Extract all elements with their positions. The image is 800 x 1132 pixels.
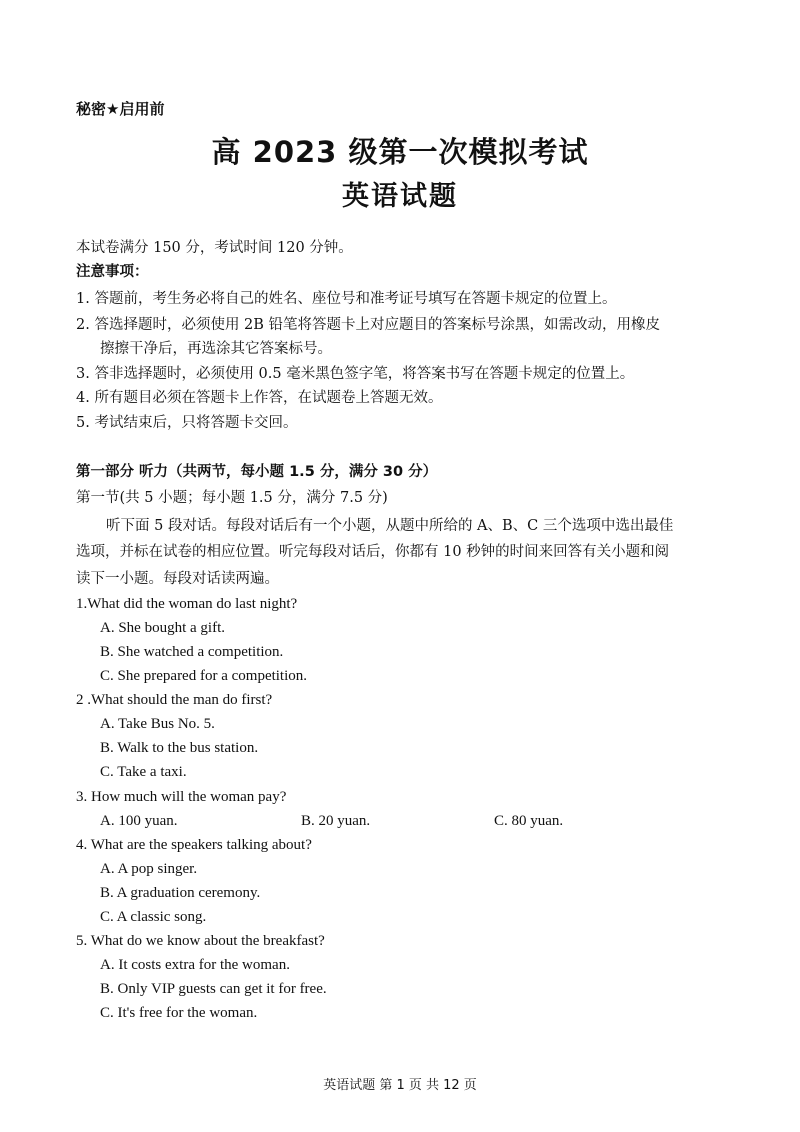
exam-subtitle: 英语试题: [342, 181, 458, 212]
option-a: A. It costs extra for the woman.: [100, 957, 290, 973]
option-b: B. She watched a competition.: [100, 644, 284, 660]
notes-heading: 注意事项：: [76, 264, 149, 280]
option-b: B. A graduation ceremony.: [100, 885, 261, 901]
option-c: C. Take a taxi.: [100, 764, 187, 780]
option-a: A. A pop singer.: [100, 861, 198, 877]
note-item: 3. 答非选择题时，必须使用 0.5 毫米黑色签字笔，将答案书写在答题卡规定的位置上。: [76, 366, 635, 382]
note-item-continued: 擦擦干净后，再选涂其它答案标号。: [100, 341, 332, 357]
note-item: 5. 考试结束后，只将答题卡交回。: [76, 415, 298, 431]
option-c: C. A classic song.: [100, 909, 207, 925]
note-item: 1. 答题前，考生务必将自己的姓名、座位号和准考证号填写在答题卡规定的位置上。: [76, 291, 617, 307]
option-b: B. Walk to the bus station.: [100, 740, 259, 756]
part-heading: 第一部分 听力（共两节，每小题 1.5 分，满分 30 分）: [76, 464, 438, 480]
secret-label: 秘密★启用前: [76, 100, 165, 118]
instructions-line: 选项，并标在试卷的相应位置。听完每段对话后，你都有 10 秒钟的时间来回答有关小题和阅: [76, 544, 670, 560]
page-footer: 英语试题 第 1 页 共 12 页: [323, 1078, 477, 1093]
sub-heading: 第一节(共 5 小题；每小题 1.5 分，满分 7.5 分): [76, 490, 388, 506]
option-b: B. Only VIP guests can get it for free.: [100, 981, 327, 997]
question-stem: 1.What did the woman do last night?: [76, 596, 298, 612]
instructions-line: 听下面 5 段对话。每段对话后有一个小题，从题中所给的 A、B、C 三个选项中选出最佳: [106, 518, 674, 534]
instructions-line: 读下一小题。每段对话读两遍。: [76, 571, 279, 587]
option-c: C. 80 yuan.: [494, 813, 564, 829]
option-c: C. She prepared for a competition.: [100, 668, 308, 684]
question-stem: 4. What are the speakers talking about?: [76, 837, 312, 853]
note-item: 2. 答选择题时，必须使用 2B 铅笔将答题卡上对应题目的答案标号涂黑，如需改动，用橡皮: [76, 317, 661, 333]
question-stem: 3. How much will the woman pay?: [76, 789, 287, 805]
option-b: B. 20 yuan.: [301, 813, 371, 829]
question-stem: 2 .What should the man do first?: [76, 692, 273, 708]
option-a: A. 100 yuan.: [100, 813, 178, 829]
exam-title: 高 2023 级第一次模拟考试: [211, 135, 589, 169]
option-a: A. Take Bus No. 5.: [100, 716, 215, 732]
question-stem: 5. What do we know about the breakfast?: [76, 933, 325, 949]
option-c: C. It's free for the woman.: [100, 1005, 258, 1021]
score-time-info: 本试卷满分 150 分，考试时间 120 分钟。: [76, 240, 353, 256]
option-a: A. She bought a gift.: [100, 620, 225, 636]
note-item: 4. 所有题目必须在答题卡上作答，在试题卷上答题无效。: [76, 390, 443, 406]
